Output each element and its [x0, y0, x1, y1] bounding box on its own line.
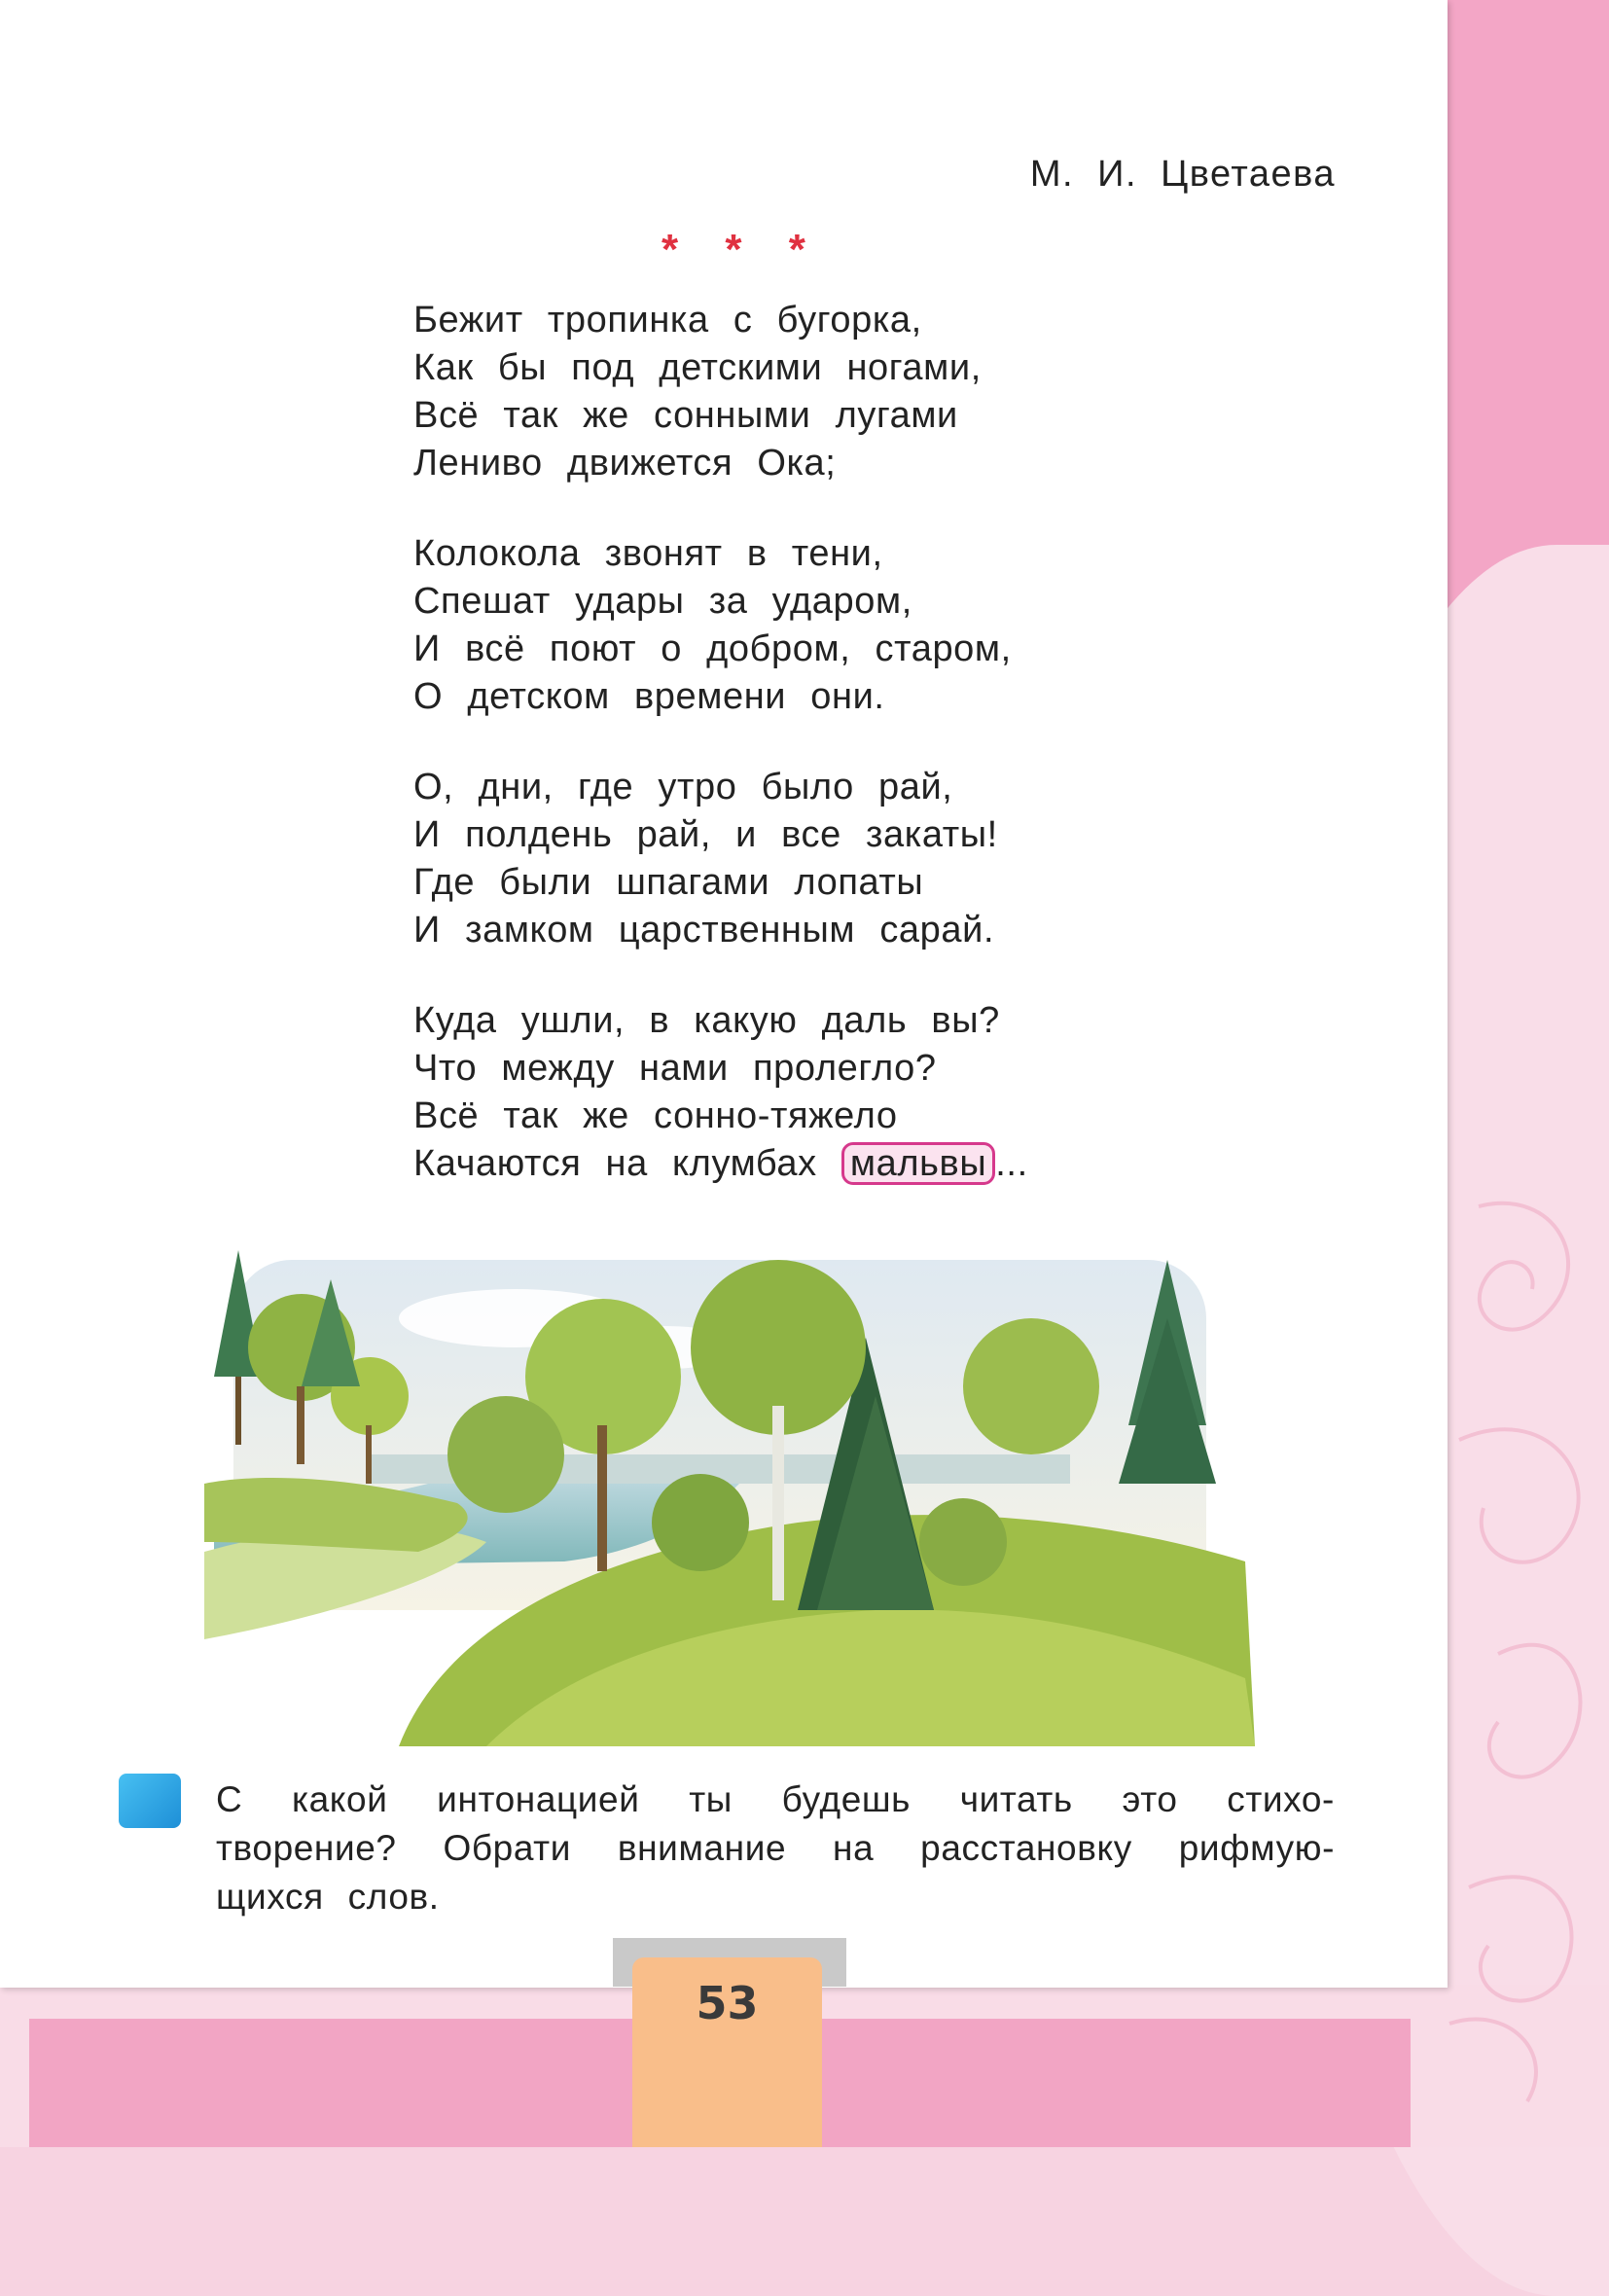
task-word: какой — [292, 1779, 388, 1819]
poem-stanza-2 — [413, 530, 1289, 721]
task-question — [216, 1776, 1335, 1921]
task-line-3: щихся слов. — [216, 1877, 440, 1917]
poem-line: Где были шпагами лопаты — [413, 862, 924, 903]
task-word: расстановку — [920, 1828, 1132, 1868]
poem-line: И замком царственным сарай. — [413, 910, 995, 951]
poem-line: Как бы под детскими ногами, — [413, 347, 982, 388]
task-word: читать — [959, 1779, 1073, 1819]
poem-body — [413, 297, 1289, 1231]
stanza-separator: * * * — [661, 226, 823, 273]
poem-line: Всё так же сонно-тяжело — [413, 1095, 898, 1136]
ellipsis: ... — [995, 1143, 1028, 1184]
poem-line: Что между нами пролегло? — [413, 1048, 937, 1089]
task-word: интонацией — [437, 1779, 640, 1819]
task-word: будешь — [781, 1779, 912, 1819]
task-word: внимание — [617, 1828, 787, 1868]
task-marker-icon — [119, 1774, 181, 1828]
poem-stanza-3 — [413, 764, 1289, 954]
highlighted-word[interactable]: мальвы — [841, 1142, 995, 1185]
poem-line: И полдень рай, и все закаты! — [413, 814, 998, 855]
task-line-1 — [216, 1776, 1335, 1824]
poem-line: Лениво движется Ока; — [413, 443, 837, 484]
poem-line: Колокола звонят в тени, — [413, 533, 883, 574]
landscape-illustration — [195, 1231, 1265, 1746]
task-word: это — [1122, 1779, 1178, 1819]
poem-author: М. И. Цветаева — [1029, 154, 1336, 195]
ornament-swirl-icon — [1440, 1148, 1609, 2121]
poem-line: Всё так же сонными лугами — [413, 395, 958, 436]
poem-line: О, дни, где утро было рай, — [413, 767, 953, 807]
task-word: ты — [689, 1779, 733, 1819]
poem-line: Бежит тропинка с бугорка, — [413, 300, 922, 341]
poem-stanza-4 — [413, 997, 1289, 1188]
task-word: на — [833, 1828, 875, 1868]
task-word: творение? — [216, 1828, 397, 1868]
task-line-2 — [216, 1824, 1335, 1873]
poem-last-line — [413, 1140, 1289, 1188]
task-word: С — [216, 1779, 243, 1819]
poem-line: Куда ушли, в какую даль вы? — [413, 1000, 1000, 1041]
task-word: Обрати — [443, 1828, 571, 1868]
poem-line: И всё поют о добром, старом, — [413, 628, 1012, 669]
task-word: рифмую- — [1178, 1828, 1335, 1868]
task-word: стихо- — [1227, 1779, 1335, 1819]
poem-line-text: Качаются на клумбах — [413, 1143, 841, 1184]
poem-stanza-1 — [413, 297, 1289, 487]
page-number-box — [632, 1957, 822, 2147]
page-number: 53 — [696, 1977, 759, 2029]
poem-line: О детском времени они. — [413, 676, 885, 717]
poem-line: Спешат удары за ударом, — [413, 581, 912, 622]
